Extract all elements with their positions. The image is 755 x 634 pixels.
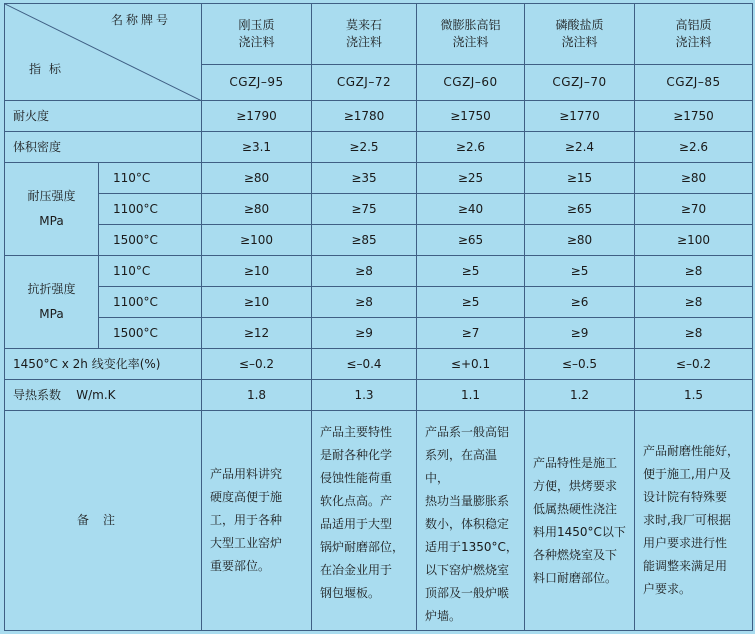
value-cell: ≥100 <box>635 225 753 256</box>
corner-label-brand: 名称牌号 <box>110 13 171 27</box>
flexural-strength-label: 抗折强度 <box>27 282 76 296</box>
temperature-label: 110°C <box>99 256 202 287</box>
value-cell: ≥35 <box>312 163 417 194</box>
remark-cell: 产品特性是施工 方便，烘烤要求 低属热硬性浇注 料用1450°C以下 各种燃烧室及下 料口耐磨部位。 <box>525 411 635 631</box>
remark-cell: 产品系一般高铝 系列，在高温中， 热功当量膨胀系 数小，体积稳定 适用于1350°C， 以下窑炉燃烧室 顶部及一般炉喉 炉墙。 <box>417 411 525 631</box>
value-cell: ≥8 <box>635 287 753 318</box>
value-cell: ≥2.6 <box>417 132 525 163</box>
temperature-label: 110°C <box>99 163 202 194</box>
value-cell: ≥65 <box>417 225 525 256</box>
value-cell: ≤–0.2 <box>635 349 753 380</box>
corner-label-index: 指标 <box>29 62 70 76</box>
compressive-strength-unit: MPa <box>39 214 64 228</box>
row-group-compressive-strength <box>5 163 99 256</box>
temperature-label: 1500°C <box>99 225 202 256</box>
value-cell: ≥1750 <box>635 101 753 132</box>
value-cell: ≥1780 <box>312 101 417 132</box>
value-cell: ≥10 <box>202 287 312 318</box>
value-cell: ≥3.1 <box>202 132 312 163</box>
value-cell: ≥40 <box>417 194 525 225</box>
product-code: CGZJ–70 <box>525 65 635 101</box>
value-cell: ≥85 <box>312 225 417 256</box>
flexural-strength-unit: MPa <box>39 307 64 321</box>
value-cell: ≥10 <box>202 256 312 287</box>
remark-cell: 产品主要特性 是耐各种化学 侵蚀性能荷重 软化点高。产 品适用于大型 锅炉耐磨部位， 在冶金业用于 钢包堰板。 <box>312 411 417 631</box>
row-label-remarks <box>5 411 202 631</box>
value-cell: ≥1790 <box>202 101 312 132</box>
product-name: 微膨胀高铝 浇注料 <box>417 4 525 65</box>
value-cell: 1.1 <box>417 380 525 411</box>
value-cell: ≥80 <box>635 163 753 194</box>
value-cell: ≥80 <box>202 194 312 225</box>
product-name: 磷酸盐质 浇注料 <box>525 4 635 65</box>
value-cell: 1.8 <box>202 380 312 411</box>
value-cell: ≥5 <box>525 256 635 287</box>
value-cell: ≥8 <box>312 287 417 318</box>
value-cell: ≥65 <box>525 194 635 225</box>
row-label-linear-change: 1450°C x 2h 线变化率(%) <box>5 349 202 380</box>
product-code: CGZJ–95 <box>202 65 312 101</box>
value-cell: ≤+0.1 <box>417 349 525 380</box>
value-cell: ≥9 <box>312 318 417 349</box>
value-cell: ≥1770 <box>525 101 635 132</box>
value-cell: ≥75 <box>312 194 417 225</box>
row-label-bulk-density: 体积密度 <box>5 132 202 163</box>
value-cell: ≥5 <box>417 287 525 318</box>
value-cell: ≥1750 <box>417 101 525 132</box>
value-cell: ≥80 <box>525 225 635 256</box>
value-cell: ≥8 <box>312 256 417 287</box>
remark-cell: 产品用料讲究 硬度高便于施 工，用于各种 大型工业窑炉 重要部位。 <box>202 411 312 631</box>
temperature-label: 1100°C <box>99 287 202 318</box>
value-cell: ≥2.4 <box>525 132 635 163</box>
value-cell: ≥5 <box>417 256 525 287</box>
row-group-flexural-strength <box>5 256 99 349</box>
value-cell: ≥8 <box>635 256 753 287</box>
product-code: CGZJ–85 <box>635 65 753 101</box>
refractory-castable-spec-table <box>4 3 753 631</box>
product-name: 莫来石 浇注料 <box>312 4 417 65</box>
value-cell: ≥6 <box>525 287 635 318</box>
row-label-thermal-conductivity: 导热系数 W/m.K <box>5 380 202 411</box>
product-code: CGZJ–60 <box>417 65 525 101</box>
product-code: CGZJ–72 <box>312 65 417 101</box>
value-cell: 1.3 <box>312 380 417 411</box>
value-cell: ≥80 <box>202 163 312 194</box>
value-cell: ≥70 <box>635 194 753 225</box>
row-label-refractoriness: 耐火度 <box>5 101 202 132</box>
value-cell: ≥2.6 <box>635 132 753 163</box>
value-cell: ≥7 <box>417 318 525 349</box>
value-cell: ≥2.5 <box>312 132 417 163</box>
remark-cell: 产品耐磨性能好， 便于施工,用户及 设计院有特殊要 求时,我厂可根据 用户要求进行性 能调整来满足用 户要求。 <box>635 411 753 631</box>
value-cell: 1.5 <box>635 380 753 411</box>
temperature-label: 1100°C <box>99 194 202 225</box>
value-cell: ≥12 <box>202 318 312 349</box>
temperature-label: 1500°C <box>99 318 202 349</box>
value-cell: 1.2 <box>525 380 635 411</box>
value-cell: ≥25 <box>417 163 525 194</box>
value-cell: ≥100 <box>202 225 312 256</box>
product-name: 高铝质 浇注料 <box>635 4 753 65</box>
remarks-label: 备注 <box>76 513 129 527</box>
header-corner-cell <box>5 4 202 101</box>
value-cell: ≤–0.2 <box>202 349 312 380</box>
value-cell: ≤–0.5 <box>525 349 635 380</box>
compressive-strength-label: 耐压强度 <box>27 189 76 203</box>
value-cell: ≥8 <box>635 318 753 349</box>
diagonal-divider <box>5 4 202 101</box>
product-name: 刚玉质 浇注料 <box>202 4 312 65</box>
value-cell: ≥9 <box>525 318 635 349</box>
value-cell: ≤–0.4 <box>312 349 417 380</box>
value-cell: ≥15 <box>525 163 635 194</box>
